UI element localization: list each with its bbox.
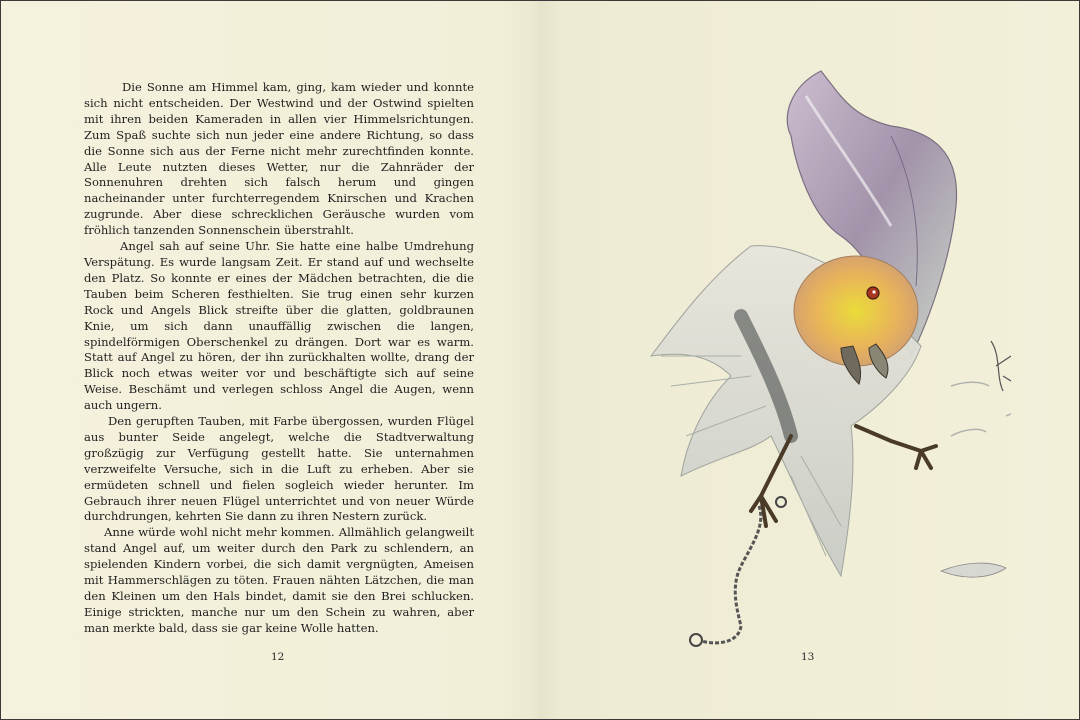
bird-head xyxy=(794,256,918,366)
paragraph-4: Anne würde wohl nicht mehr kommen. Allmählich gelangweilt stand Angel auf, um weiter durch den Park zu schlendern, an spielenden Kindern vorbei, die sich damit vergnügten, Ameisen mit Hammerschlägen zu töten. Frauen nähten Lätzchen, die man den Kleinen um den Hals bindet, damit sie den Brei schlucken. Einige strickten, manche nur um den Schein zu wahren, aber man merkte bald, dass sie gar keine Wolle hatten. xyxy=(84,525,474,635)
chain xyxy=(701,506,761,643)
bird-leg-left xyxy=(751,436,791,526)
left-page xyxy=(1,1,541,719)
bird-illustration-icon xyxy=(591,56,1011,656)
page-number-right: 13 xyxy=(801,651,815,663)
paragraph-3: Den gerupften Tauben, mit Farbe übergossen, wurden Flügel aus bunter Seide angelegt, welche die Stadtverwaltung großzügig zur Verfügung gestellt hatte. Sie unternahmen verzweifelte Versuche, sich in die Luft zu erheben. Aber sie ermüdeten schnell und fielen sogleich wieder herunter. Im Gebrauch ihrer neuen Flügel unterrichtet und von neuer Würde durchdrungen, kehrten Sie dann zu ihren Nestern zurück. xyxy=(84,414,474,524)
body-text xyxy=(84,80,474,637)
artist-signature xyxy=(991,341,1011,391)
page-number-left: 12 xyxy=(271,651,285,663)
paragraph-2: Angel sah auf seine Uhr. Sie hatte eine halbe Umdrehung Verspätung. Es wurde langsam Zeit. Er stand auf und wechselte den Platz. So konnte er eines der Mädchen betrachten, die die Tauben beim Scheren festhielten. Sie trug einen sehr kurzen Rock und Angels Blick streifte über die glatten, goldbraunen Knie, um sich dann unauffällig zwischen die langen, spindelförmigen Oberschenkel zu drängen. Dort war es warm. Statt auf Angel zu hören, der ihn zurückhalten wollte, drang der Blick noch etwas weiter vor und beschäftigte sich auf seine Weise. Beschämt und verlegen schloss Angel die Augen, wenn auch ungern. xyxy=(84,239,474,413)
bird-leg-right xyxy=(856,426,936,468)
loose-feather xyxy=(941,563,1006,577)
paragraph-1: Die Sonne am Himmel kam, ging, kam wieder und konnte sich nicht entscheiden. Der Westwind und der Ostwind spielten mit ihren beiden Kameraden in allen vier Himmelsrichtungen. Zum Spaß suchte sich nun jeder eine andere Richtung, so dass die Sonne sich aus der Ferne nicht mehr zurechtfinden konnte. Alle Leute nutzten dieses Wetter, nur die Zahnräder der Sonnenuhren drehten sich falsch herum und gingen nacheinander unter furchterregendem Knirschen und Krachen zugrunde. Aber diese schrecklichen Geräusche wurden vom fröhlich tanzenden Sonnenschein überstrahlt. xyxy=(84,80,474,238)
right-page xyxy=(541,1,1079,719)
